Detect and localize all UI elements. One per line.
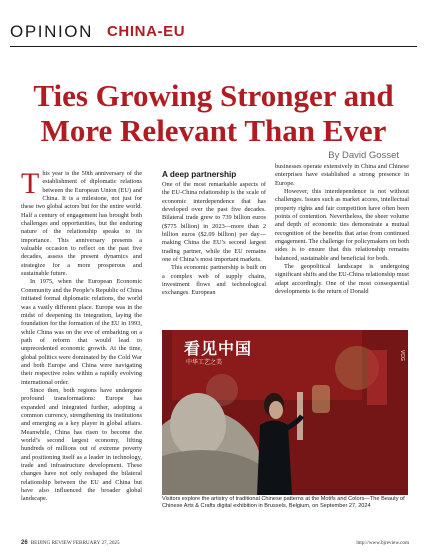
section-subhead: A deep partnership (162, 170, 237, 179)
headline-line-2: More Relevant Than Ever (40, 113, 387, 148)
paragraph-text: his year is the 50th anniversary of the establishment of diplomatic relations between the European Union (EU) and China. It is a milestone, not just for these two global actors but for the entire world. Half a century of engagement has brought both challenges and opportunities, but the enduring nature of the relationship speaks to its importance. This anniversary presents a valuable occasion to reflect on the past five decades, assess the present dynamics and strategize for a more prosperous and sustainable future. (21, 170, 142, 278)
headline-line-1: Ties Growing Stronger and (33, 78, 394, 113)
article-column-3 (275, 163, 409, 297)
paragraph: However, this interdependence is not without challenges. Issues such as market access, intellectual property rights and fair competition have often been points of contention. Nevertheless, the sheer volume and depth of economic ties demonstrate a mutual recognition of the benefits that arise from continued engagement. The challenge for policymakers on both sides is to ensure that this relationship remains balanced, sustainable and beneficial for both. (275, 188, 409, 262)
photo-caption: Visitors explore the artistry of traditional Chinese patterns at the Motifs and Colors—The Beauty of Chinese Arts & Crafts digital exhibition in Brussels, Belgium, on September 27, 2024 (162, 496, 405, 509)
exhibition-photo (162, 330, 408, 495)
paragraph: This economic partnership is built on a complex web of supply chains, investment flows and technological exchanges. European (162, 264, 266, 297)
page-number: 26 (21, 540, 28, 546)
article-column-1 (21, 167, 142, 504)
paragraph (21, 167, 142, 278)
footer-left (21, 540, 120, 546)
page-footer (21, 540, 409, 550)
banner-cn: 看见中国 (184, 339, 253, 358)
banner-sub: 中华工艺之美 (186, 359, 223, 366)
section-label: OPINION (10, 22, 93, 41)
article-column-2 (162, 170, 266, 298)
drop-cap: T (21, 167, 40, 200)
byline: By David Gosset (328, 150, 399, 161)
subsection-label: CHINA-EU (107, 23, 186, 40)
page-header (10, 22, 417, 42)
paragraph: In 1975, when the European Economic Community and the People’s Republic of China initiated formal diplomatic relations, the world was a vastly different place. Europe was in the midst of deepening its integration, laying the foundation for the formation of the EU in 1993, while China was on the eve of embarking on a path of reform that would lead to unprecedented economic growth. At the time, global politics were dominated by the Cold War and both Europe and China were navigating their respective roles within a rapidly evolving international order. (21, 278, 142, 386)
photo-credit: VCG (399, 350, 405, 361)
paragraph: One of the most remarkable aspects of the EU-China relationship is the scale of economic interdependence that has developed over the past five decades. Bilateral trade grew to 739 billion euros ($775 billion) in 2023—more than 2 billion euros ($2.09 billion) per day—making China the EU’s second largest trading partner, while the EU remains one of China’s most important markets. (162, 181, 266, 264)
header-rule (10, 46, 417, 47)
paragraph: Since then, both regions have undergone profound transformations: Europe has expanded and integrated further, adopting a common currency, strengthening its institutions and emerging as a key player in global affairs. Meanwhile, China has risen to become the world’s second largest economy, lifting hundreds of millions out of extreme poverty and positioning itself as a leader in technology, trade and infrastructure development. These changes have not only reshaped the bilateral relationship between the EU and China but have also influenced the broader global landscape. (21, 386, 142, 503)
paragraph: businesses operate extensively in China and Chinese enterprises have established a strong presence in Europe. (275, 163, 409, 187)
issue-line: BEIJING REVIEW FEBRUARY 27, 2025 (30, 540, 120, 546)
footer-url: http://www.bjreview.com (356, 540, 409, 546)
paragraph: The geopolitical landscape is undergoing significant shifts and the EU-China relationship must adapt accordingly. One of the most consequential developments is the return of Donald (275, 263, 409, 296)
